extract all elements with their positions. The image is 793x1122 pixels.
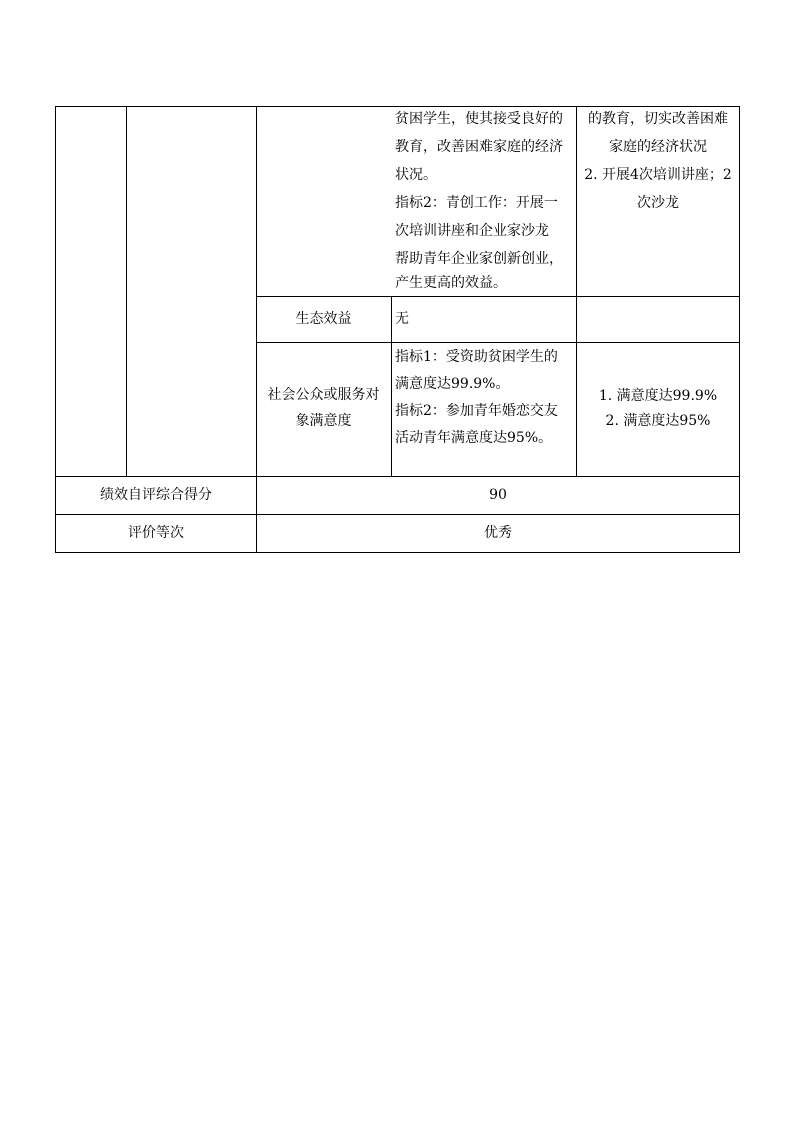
text-line: 指标2：参加青年婚恋交友 [395,403,558,419]
text-line: 贫困学生，使其接受良好的 [395,111,563,127]
text-line: 2. 满意度达95% [605,413,711,429]
text-line: 1. 满意度达99.9% [598,388,718,404]
text-line: 的教育，切实改善困难 [588,111,728,127]
eco-benefit-label: 生态效益 [295,311,352,327]
text-line: 满意度达99.9%。 [395,376,510,392]
text-line: 产生更高的效益。 [395,275,507,291]
text-line: 指标1：受资助贫困学生的 [395,349,558,365]
text-line: 指标2：青创工作：开展一 [395,195,558,211]
text-line: 次沙龙 [637,195,679,211]
text-line: 活动青年满意度达95%。 [395,430,553,446]
score-value: 90 [489,487,507,503]
text-line: 次培训讲座和企业家沙龙 [395,223,549,239]
text-line: 2. 开展4次培训讲座；2 [584,167,732,183]
text-line: 教育，改善困难家庭的经济 [395,139,563,155]
text-line: 状况。 [395,167,437,183]
text-line: 家庭的经济状况 [609,139,707,155]
eco-benefit-indicator: 无 [395,311,409,327]
score-label: 绩效自评综合得分 [100,487,212,503]
grade-label: 评价等次 [128,525,184,541]
text-line: 帮助青年企业家创新创业， [395,251,563,267]
satisfaction-label-line: 象满意度 [295,413,352,429]
grade-value: 优秀 [484,525,512,541]
satisfaction-label-line: 社会公众或服务对 [267,387,380,403]
